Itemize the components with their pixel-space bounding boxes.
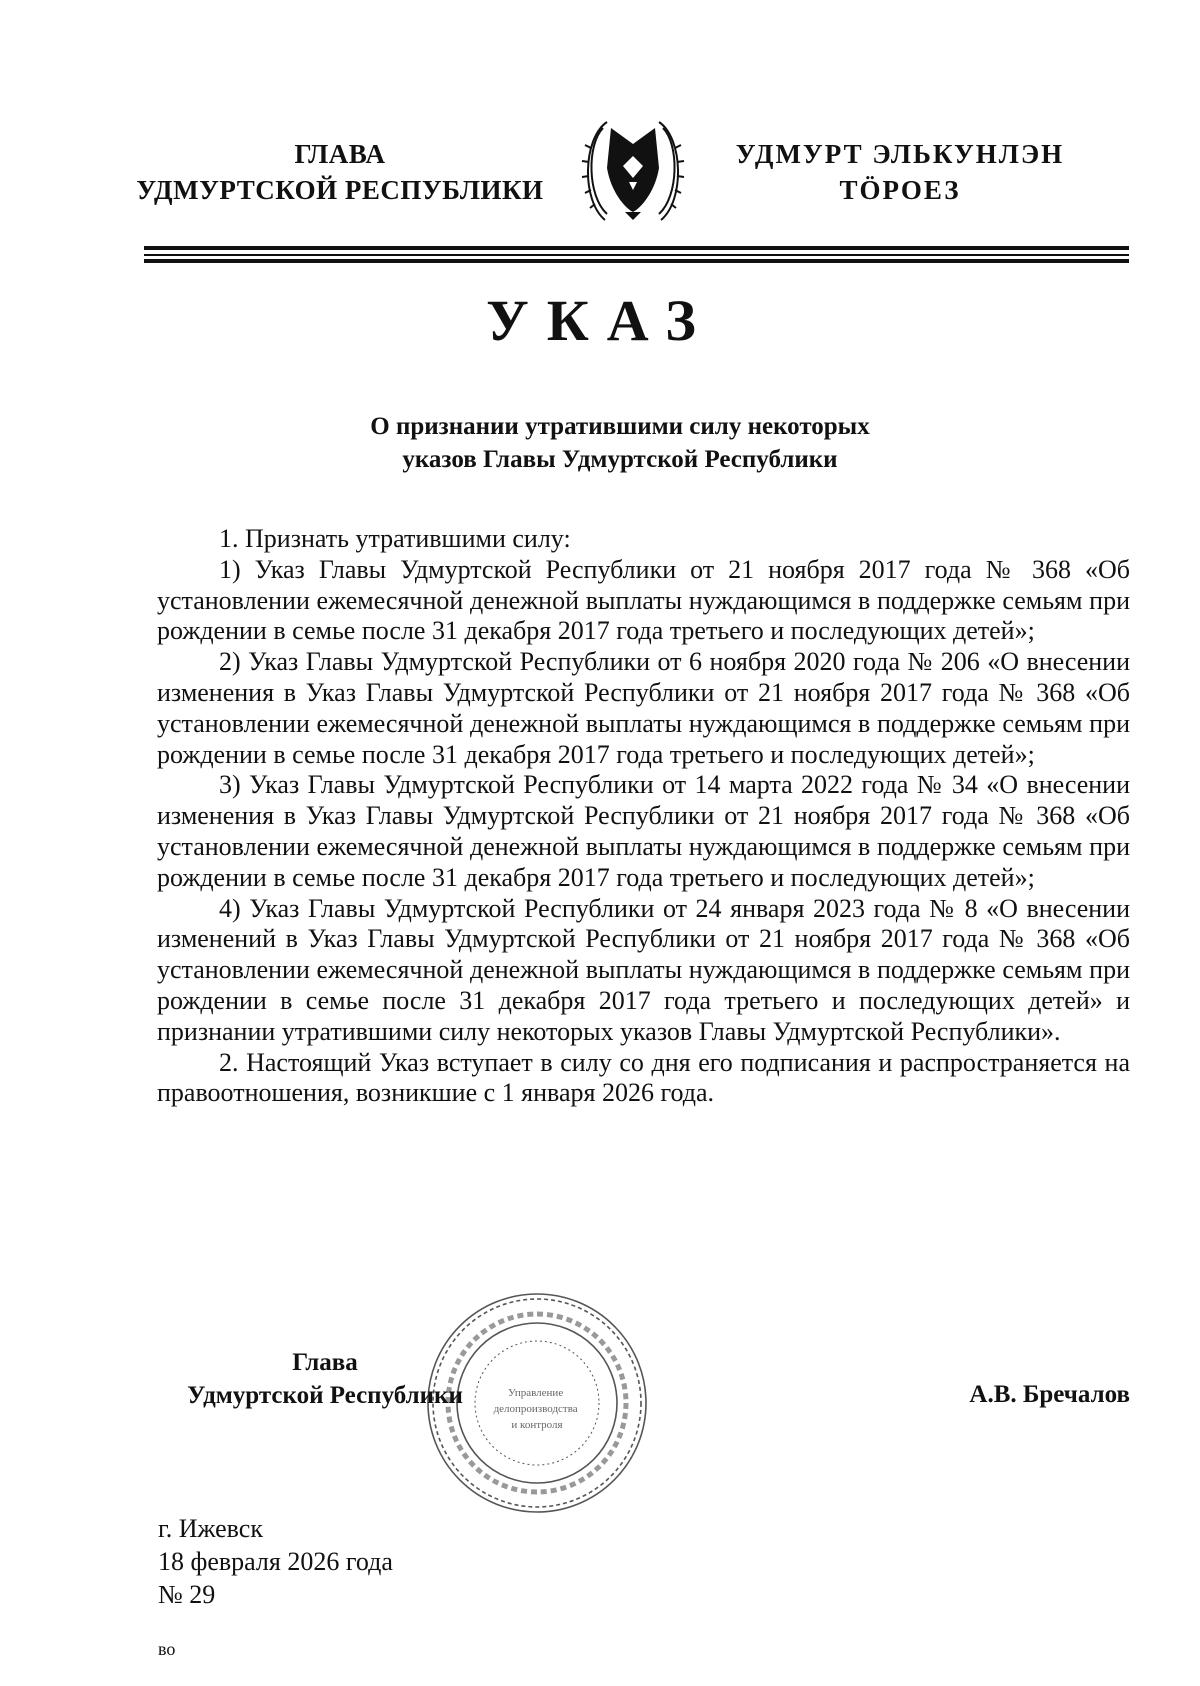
paragraph-1: 1. Признать утратившими силу: bbox=[219, 524, 571, 553]
issuer-udmurt-line-2: ТӦРОЕЗ bbox=[839, 175, 961, 205]
issuer-line-2: УДМУРТСКОЙ РЕСПУБЛИКИ bbox=[136, 175, 544, 205]
paragraph-item-4: 4) Указ Главы Удмуртской Республики от 24 января 2023 года № 8 «О внесении изменений в Указ Главы Удмуртской Республики от 21 ноября 2017 года № 368 «Об установлении ежемесячной денежной выплаты нуждающимся в поддержке семьям при рождении в семье после 31 декабря 2017 года третьего и последующих детей» и признании утратившими силу некоторых указов Главы Удмуртской Республики». bbox=[157, 893, 1130, 1046]
signatory-title-line-1: Глава bbox=[292, 1349, 358, 1376]
document-body bbox=[157, 524, 1130, 1109]
issue-city: г. Ижевск bbox=[158, 1514, 263, 1543]
udmurt-coat-of-arms-icon bbox=[577, 108, 689, 232]
issuer-line-1: ГЛАВА bbox=[294, 139, 386, 169]
executor-code: во bbox=[158, 1639, 176, 1659]
subject-line-1: О признании утратившими силу некоторых bbox=[370, 413, 870, 440]
header-rule-thick-top bbox=[144, 246, 1129, 250]
place-date-number bbox=[158, 1512, 393, 1611]
issuer-name-udmurt bbox=[735, 136, 1065, 208]
paragraph-2: 2. Настоящий Указ вступает в силу со дня его подписания и распространяется на правоотношения, возникшие с 1 января 2026 года. bbox=[157, 1047, 1130, 1108]
stamp-text: Управление делопроизводства и контроля bbox=[493, 1387, 578, 1431]
paragraph-item-3: 3) Указ Главы Удмуртской Республики от 14 марта 2022 года № 34 «О внесении изменения в Указ Главы Удмуртской Республики от 21 ноября 2017 года № 368 «Об установлении ежемесячной денежной выплаты нуждающимся в поддержке семьям при рождении в семье после 31 декабря 2017 года третьего и последующих детей»; bbox=[157, 770, 1130, 892]
signatory-title bbox=[160, 1346, 490, 1412]
signatory-name: А.В. Бречалов bbox=[969, 1381, 1130, 1408]
header-rule-thick-bottom bbox=[144, 259, 1129, 263]
document-subject bbox=[300, 410, 940, 476]
issuer-udmurt-line-1: УДМУРТ ЭЛЬКУНЛЭН bbox=[735, 139, 1065, 169]
paragraph-item-2: 2) Указ Главы Удмуртской Республики от 6 ноября 2020 года № 206 «О внесении изменения в Указ Главы Удмуртской Республики от 21 ноября 2017 года № 368 «Об установлении ежемесячной денежной выплаты нуждающимся в поддержке семьям при рождении в семье после 31 декабря 2017 года третьего и последующих детей»; bbox=[157, 647, 1130, 769]
issue-date: 18 февраля 2026 года bbox=[158, 1547, 393, 1576]
paragraph-item-1: 1) Указ Главы Удмуртской Республики от 21 ноября 2017 года № 368 «Об установлении ежемесячной денежной выплаты нуждающимся в поддержке семьям при рождении в семье после 31 декабря 2017 года третьего и последующих детей»; bbox=[157, 554, 1130, 646]
header-rule-thin bbox=[144, 254, 1129, 256]
signatory-title-line-2: Удмуртской Республики bbox=[187, 1382, 463, 1409]
decree-number: № 29 bbox=[158, 1580, 216, 1609]
subject-line-2: указов Главы Удмуртской Республики bbox=[402, 446, 838, 473]
document-type-title: УКАЗ bbox=[486, 288, 714, 353]
issuer-name-russian bbox=[120, 136, 560, 208]
